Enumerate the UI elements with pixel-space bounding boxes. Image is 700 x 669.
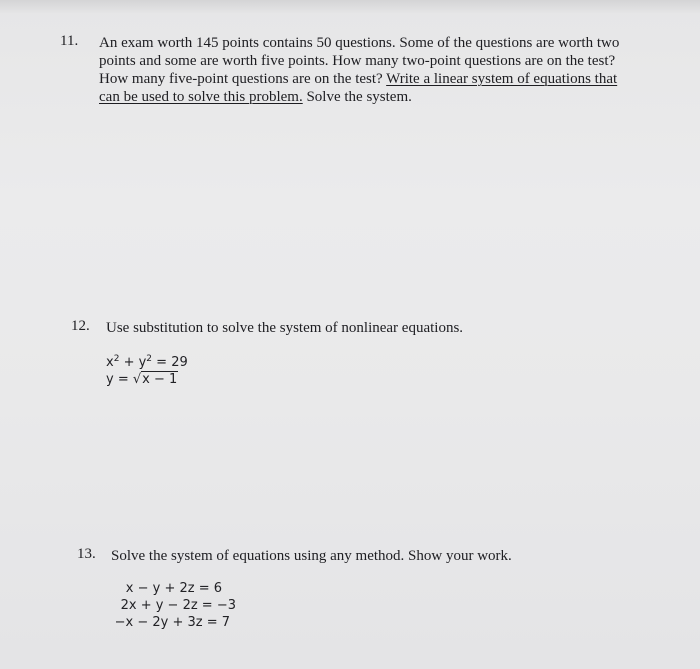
question-11-line-3-plain: How many five-point questions are on the test? <box>99 71 383 87</box>
question-11-number: 11. <box>60 33 79 49</box>
question-12-number: 12. <box>71 318 90 334</box>
question-11-text <box>99 34 689 106</box>
square-root-symbol: √x − 1 <box>132 372 178 387</box>
question-11-line-4-plain: Solve the system. <box>306 89 412 105</box>
question-12-equations <box>106 354 188 388</box>
question-13-equation-3: −x − 2y + 3z = 7 <box>114 615 230 630</box>
question-11-line-3 <box>99 70 689 88</box>
question-13-equation-2: 2x + y − 2z = −3 <box>120 598 236 613</box>
question-11-line-3-underlined: Write a linear system of equations that <box>386 71 618 87</box>
question-13-equation-1: x − y + 2z = 6 <box>125 581 222 596</box>
question-13-prompt: Solve the system of equations using any method. Show your work. <box>111 548 512 564</box>
question-12-prompt: Use substitution to solve the system of nonlinear equations. <box>106 320 464 336</box>
question-11-line-2: points and some are worth five points. How many two-point questions are on the test? <box>99 53 616 69</box>
top-shadow <box>0 0 700 14</box>
question-12-equation-1: $x^2 + y^2 = 29$ <box>106 354 188 370</box>
question-13-equations <box>114 580 236 631</box>
question-13-number: 13. <box>77 546 96 562</box>
question-11-line-4 <box>99 88 689 106</box>
question-11-line-4-underlined: can be used to solve this problem. <box>99 89 303 105</box>
question-11-line-1: An exam worth 145 points contains 50 questions. Some of the questions are worth two <box>99 35 620 51</box>
question-12-equation-2: y = √x − 1 <box>106 372 178 387</box>
